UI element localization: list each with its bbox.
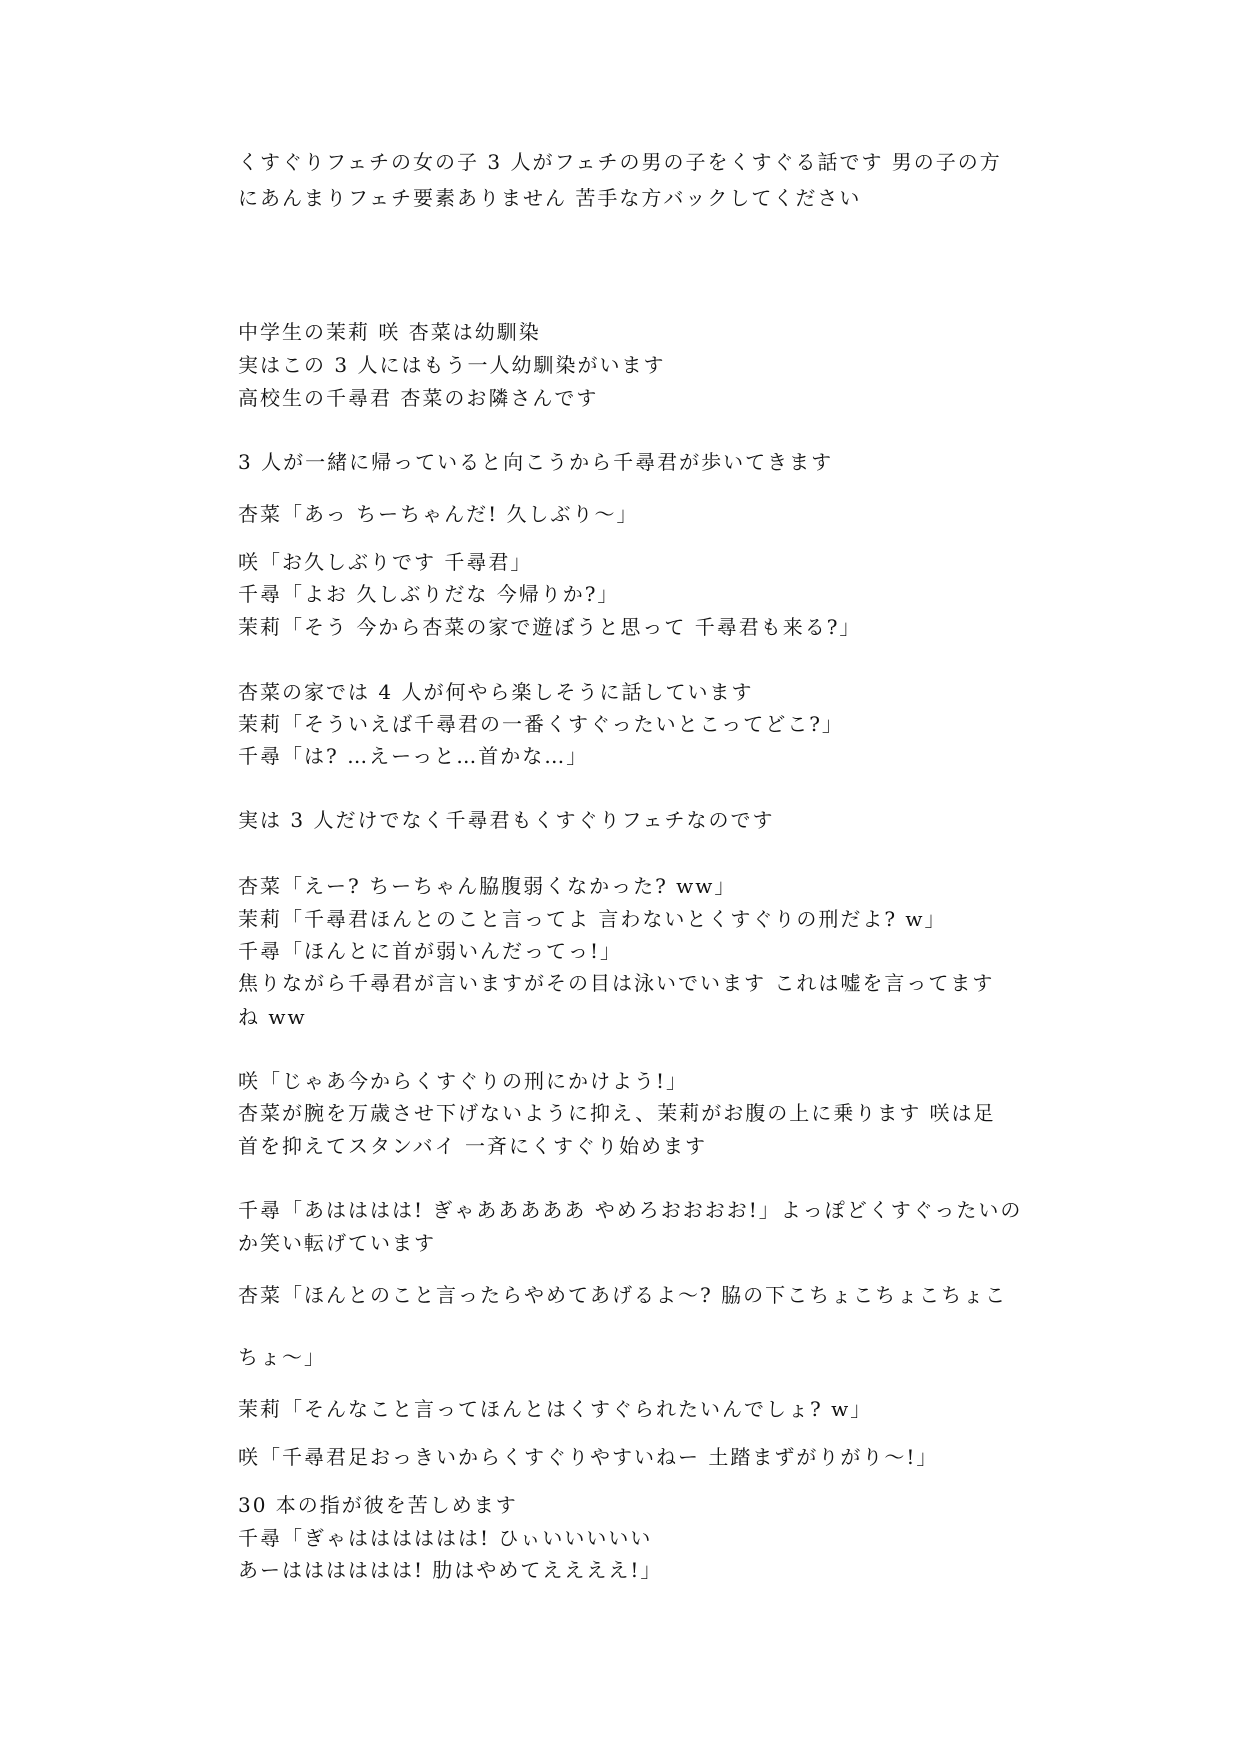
text-line: 杏菜「ほんとのこと言ったらやめてあげるよ〜? 脇の下こちょこちょこちょこ <box>238 1283 1008 1307</box>
text-line: 千尋「あはははは! ぎゃあああああ やめろおおおお!」よっぽどくすぐったいの <box>238 1198 1023 1222</box>
text-line: ね ww <box>238 1005 307 1029</box>
text-line: か笑い転げています <box>238 1231 436 1255</box>
text-line: 茉莉「千尋君ほんとのこと言ってよ 言わないとくすぐりの刑だよ? w」 <box>238 907 947 931</box>
text-line: 焦りながら千尋君が言いますがその目は泳いでいます これは嘘を言ってます <box>238 971 995 995</box>
text-line: 茉莉「そう 今から杏菜の家で遊ぼうと思って 千尋君も来る?」 <box>238 615 862 639</box>
text-line: 中学生の茉莉 咲 杏菜は幼馴染 <box>238 320 541 344</box>
text-line: 首を抑えてスタンバイ 一斉にくすぐり始めます <box>238 1134 707 1158</box>
text-line: 咲「千尋君足おっきいからくすぐりやすいねー 土踏まずがりがり〜!」 <box>238 1445 939 1469</box>
text-line: あーはははははは! 肋はやめてええええ!」 <box>238 1558 663 1582</box>
text-line: 実はこの 3 人にはもう一人幼馴染がいます <box>238 353 666 377</box>
text-line: 30 本の指が彼を苦しめます <box>238 1493 518 1517</box>
text-line: 実は 3 人だけでなく千尋君もくすぐりフェチなのです <box>238 808 775 832</box>
text-line: 千尋「ぎゃはははははは! ひぃいいいいい <box>238 1526 653 1550</box>
text-line: 千尋「は? …えーっと…首かな…」 <box>238 744 589 768</box>
text-line: 高校生の千尋君 杏菜のお隣さんです <box>238 386 599 410</box>
text-line: 杏菜が腕を万歳させ下げないように抑え、茉莉がお腹の上に乗ります 咲は足 <box>238 1101 996 1125</box>
text-line: 茉莉「そういえば千尋君の一番くすぐったいとこってどこ?」 <box>238 712 844 736</box>
text-line: 千尋「よお 久しぶりだな 今帰りか?」 <box>238 582 620 606</box>
text-line: 杏菜「えー? ちーちゃん脇腹弱くなかった? ww」 <box>238 874 737 898</box>
text-line: くすぐりフェチの女の子 3 人がフェチの男の子をくすぐる話です 男の子の方 <box>238 150 1002 174</box>
text-line: にあんまりフェチ要素ありません 苦手な方バックしてください <box>238 186 862 210</box>
text-line: 咲「じゃあ今からくすぐりの刑にかけよう!」 <box>238 1069 689 1093</box>
text-line: 千尋「ほんとに首が弱いんだってっ!」 <box>238 939 623 963</box>
text-line: 杏菜「あっ ちーちゃんだ! 久しぶり〜」 <box>238 502 639 526</box>
text-line: 杏菜の家では 4 人が何やら楽しそうに話しています <box>238 680 754 704</box>
text-line: 咲「お久しぶりです 千尋君」 <box>238 550 533 574</box>
text-line: 3 人が一緒に帰っていると向こうから千尋君が歩いてきます <box>238 450 834 474</box>
text-line: ちょ〜」 <box>238 1345 326 1369</box>
text-line: 茉莉「そんなこと言ってほんとはくすぐられたいんでしょ? w」 <box>238 1397 873 1421</box>
